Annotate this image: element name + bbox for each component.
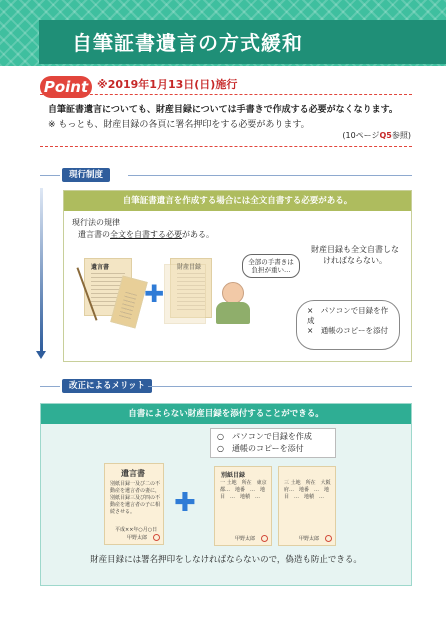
- law-description: [72, 229, 214, 241]
- seal-stamp-icon: [325, 535, 332, 542]
- inventory-title: 別紙目録: [221, 472, 246, 479]
- inventory-signer: 甲野太郎: [299, 536, 320, 542]
- seal-stamp-icon: [261, 535, 268, 542]
- point-badge: Point: [40, 76, 92, 98]
- effective-date: ※2019年1月13日(日)施行: [97, 78, 238, 91]
- cannot-item: × パソコンで目録を作成: [307, 306, 389, 325]
- typed-inventory-document: [214, 466, 272, 546]
- typed-inventory-document: [278, 466, 336, 546]
- handwriting-lines: [119, 292, 137, 320]
- can-item: ○ パソコンで目録を作成: [217, 432, 312, 441]
- reform-footnote: 財産目録には署名押印をしなければならないので，偽造も防止できる。: [90, 555, 362, 565]
- ref-suffix: 参照): [391, 131, 411, 140]
- ref-prefix: (10ページ: [342, 131, 380, 140]
- plus-icon: ✚: [144, 280, 165, 308]
- law-underline: 全文を自書する必要: [110, 230, 182, 239]
- inventory-body: 一 土地 所在 東京都… 地番 … 地目 … 地積 …: [220, 480, 267, 500]
- inventory-shadow-page: [164, 264, 206, 324]
- will-signer: 甲野太郎: [127, 535, 148, 541]
- inventory-requirement-note: 財産目録も全文自書しなければならない。: [311, 245, 399, 265]
- law-suffix: がある。: [182, 230, 214, 239]
- section-line: [40, 175, 60, 176]
- divider: [40, 146, 412, 147]
- section-line: [148, 386, 412, 387]
- speech-bubble: 全部の手書きは負担が重い…: [242, 254, 300, 278]
- elderly-person-icon: [222, 282, 244, 304]
- can-item: ○ 通帳のコピーを添付: [217, 444, 304, 453]
- reform-box-heading: 自書によらない財産目録を添付することができる。: [41, 404, 411, 424]
- handwritten-will-document: [104, 463, 164, 545]
- law-prefix: 遺言書の: [78, 230, 110, 239]
- ref-question: Q5: [379, 131, 392, 140]
- cannot-item: × 通帳のコピーを添付: [307, 326, 388, 335]
- person-body: [216, 302, 250, 324]
- point-body-line1: 自筆証書遺言についても、財産目録については手書きで作成する必要がなくなります。: [48, 105, 398, 115]
- current-box-heading: 自筆証書遺言を作成する場合には全文自書する必要がある。: [64, 191, 411, 211]
- section-label-current: 現行制度: [62, 168, 110, 182]
- point-body-line2: ※ もっとも、財産目録の各頁に署名押印をする必要があります。: [48, 120, 310, 130]
- section-line: [40, 386, 60, 387]
- will-date: 平成××年○月○日: [115, 527, 158, 533]
- page-reference: [342, 130, 411, 141]
- cannot-list: [296, 300, 400, 350]
- plus-icon: ✚: [174, 488, 196, 518]
- section-label-reform: 改正によるメリット: [62, 379, 152, 393]
- arrow-head-icon: [36, 351, 46, 359]
- section-line: [128, 175, 412, 176]
- will-title: 遺言書: [91, 264, 110, 271]
- inventory-signer: 甲野太郎: [235, 536, 256, 542]
- will-body: 別紙目録一及び二の不動産を遺言者の妻に，別紙目録三及び四の不動産を遺言者の子に相続させる。: [110, 481, 161, 515]
- can-list: [210, 428, 336, 458]
- will-title: 遺言書: [121, 469, 145, 478]
- page-title: 自筆証書遺言の方式緩和: [72, 31, 303, 55]
- seal-stamp-icon: [153, 534, 160, 541]
- divider: [40, 94, 412, 95]
- timeline-arrow: [40, 188, 43, 352]
- law-title: 現行法の規律: [72, 218, 120, 227]
- inventory-body: 三 土地 所在 大阪府… 地番 … 地目 … 地積 …: [284, 480, 331, 500]
- current-law-text: [72, 217, 214, 241]
